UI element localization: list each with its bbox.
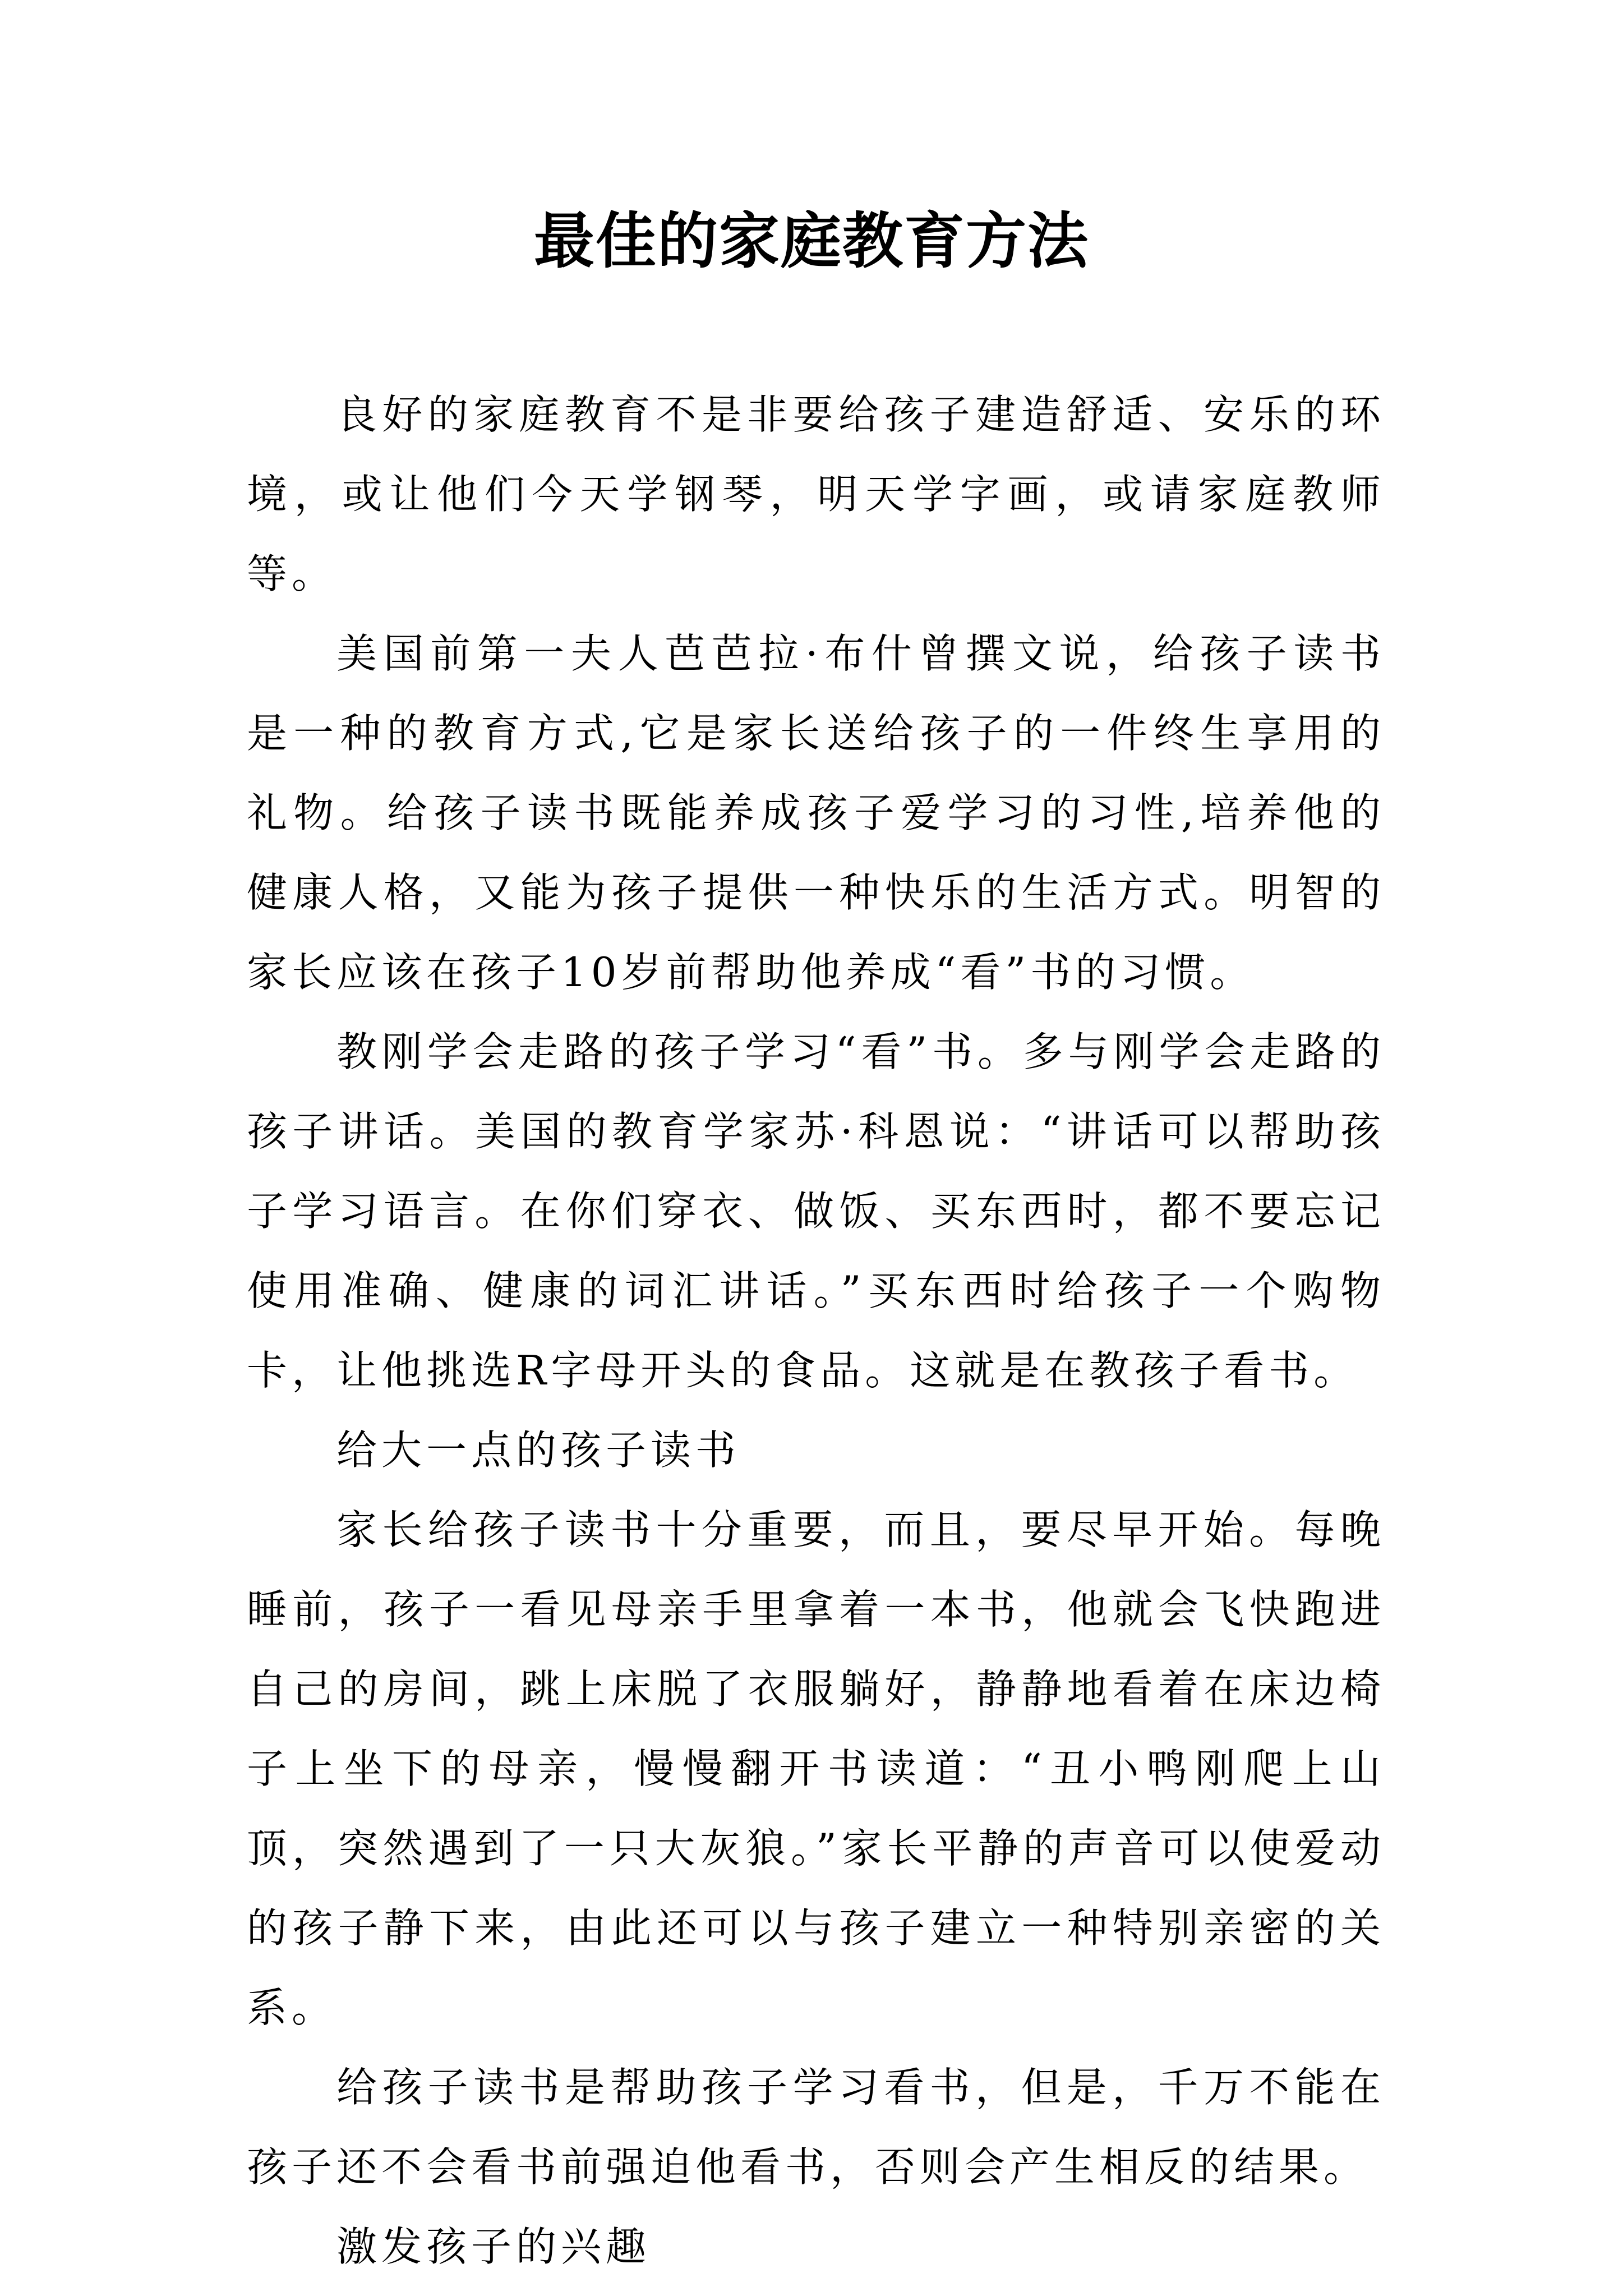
section-heading: 给大一点的孩子读书 (336, 1427, 741, 1474)
paragraph: 良好的家庭教育不是非要给孩子建造舒适、安乐的环境，或让他们今天学钢琴，明天学字画，或请家庭教师等。 (247, 391, 1385, 597)
paragraph: 家长给孩子读书十分重要，而且，要尽早开始。每晚睡前，孩子一看见母亲手里拿着一本书，他就会飞快跑进自己的房间，跳上床脱了衣服躺好，静静地看着在床边椅子上坐下的母亲，慢慢翻开书读道：“丑小鸭刚爬上山顶，突然遇到了一只大灰狼。”家长平静的声音可以使爱动的孩子静下来，由此还可以与孩子建立一种特别亲密的关系。 (247, 1506, 1385, 2031)
document-body (247, 375, 1385, 2286)
section-heading: 激发孩子的兴趣 (336, 2223, 651, 2270)
paragraph: 教刚学会走路的孩子学习“看”书。多与刚学会走路的孩子讲话。美国的教育学家苏·科恩说：“讲话可以帮助孩子学习语言。在你们穿衣、做饭、买东西时，都不要忘记使用准确、健康的词汇讲话。”买东西时给孩子一个购物卡，让他挑选R字母开头的食品。这就是在教孩子看书。 (247, 1028, 1385, 1394)
paragraph: 美国前第一夫人芭芭拉·布什曾撰文说，给孩子读书是一种的教育方式,它是家长送给孩子的一件终生享用的礼物。给孩子读书既能养成孩子爱学习的习性,培养他的健康人格，又能为孩子提供一种快乐的生活方式。明智的家长应该在孩子10岁前帮助他养成“看”书的习惯。 (247, 630, 1385, 996)
document-title: 最佳的家庭教育方法 (533, 206, 1089, 277)
paragraph: 给孩子读书是帮助孩子学习看书，但是，千万不能在孩子还不会看书前强迫他看书，否则会产生相反的结果。 (247, 2064, 1385, 2191)
